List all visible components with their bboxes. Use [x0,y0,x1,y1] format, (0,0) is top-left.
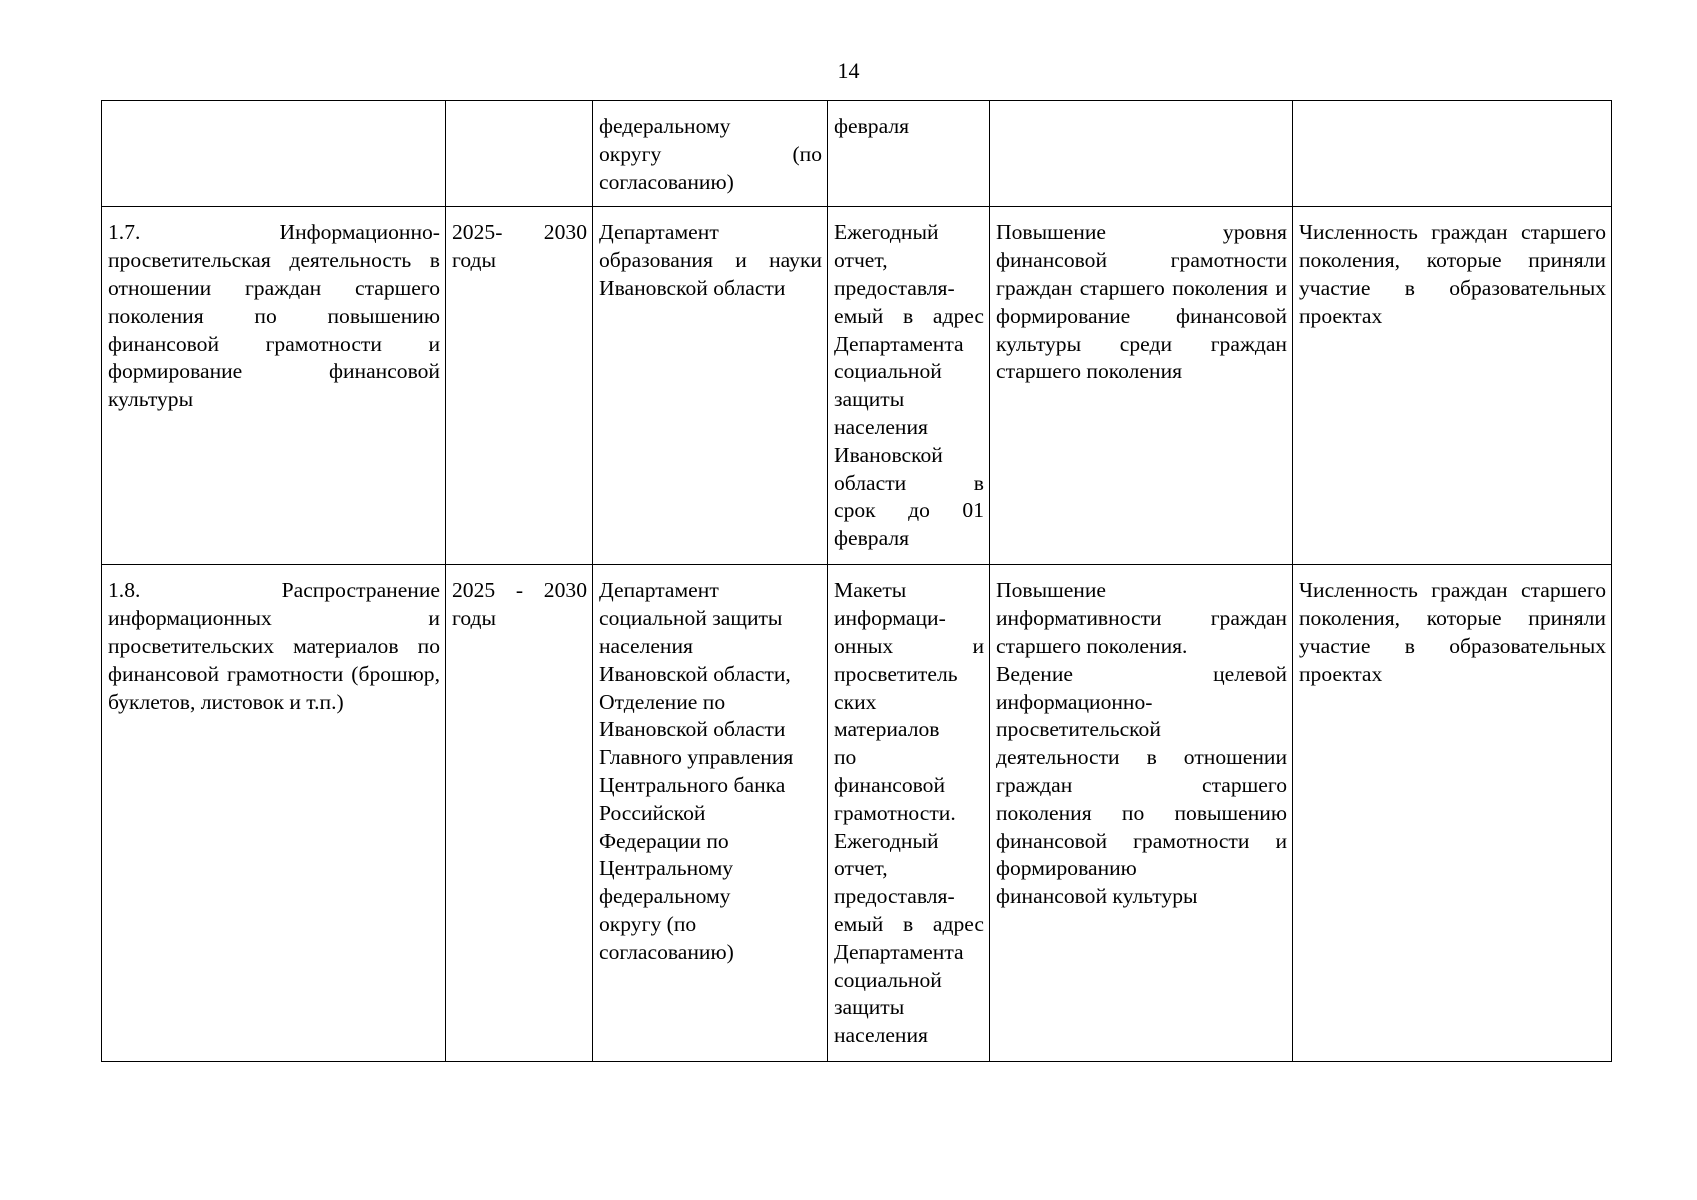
period-cell: 2025 - 2030 годы [446,565,593,1062]
executor-cell: Департамент социальной защиты населения Ивановской области, Отделение по Ивановской области Главного управления Центрального банка Российской Федерации по Центральному федеральному округу (по согласованию) [593,565,828,1062]
result-cell: февраля [828,101,990,207]
executor-cell: федеральному округу (по согласованию) [593,101,828,207]
table-row [102,207,1612,565]
period-cell: 2025- 2030 годы [446,207,593,565]
outcome-cell [990,101,1293,207]
period-cell [446,101,593,207]
measure-cell [102,101,446,207]
result-cell: Макеты информаци- онных и просветитель ских материалов по финансовой грамотности. Ежегодный отчет, предоставля- емый в адрес Департамента социальной защиты населения [828,565,990,1062]
outcome-cell: Повышение информативности граждан старшего поколения. Ведение целевой информационно- просветительской деятельности в отношении граждан старшего поколения по повышению финансовой грамотности и формированию финансовой культуры [990,565,1293,1062]
measure-cell [102,565,446,1062]
indicator-cell: Численность граждан старшего поколения, которые приняли участие в образовательных проектах [1293,207,1612,565]
result-cell: Ежегодный отчет, предоставля- емый в адрес Департамента социальной защиты населения Ивановской области в срок до 01 февраля [828,207,990,565]
measure-cell [102,207,446,565]
indicator-cell [1293,101,1612,207]
measure-text: Информационно-просветительская деятельность в отношении граждан старшего поколения по повышению финансовой грамотности и формирование финансовой культуры [108,220,440,412]
indicator-cell: Численность граждан старшего поколения, которые приняли участие в образовательных проектах [1293,565,1612,1062]
outcome-cell: Повышение уровня финансовой грамотности граждан старшего поколения и формирование финансовой культуры среди граждан старшего поколения [990,207,1293,565]
row-number: 1.7. [108,220,141,245]
page-number: 14 [837,58,860,83]
executor-cell: Департамент образования и науки Ивановской области [593,207,828,565]
table-row [102,101,1612,207]
table-row [102,565,1612,1062]
row-number: 1.8. [108,578,141,603]
measures-table [101,100,1612,1062]
measure-text: Распространение информационных и просветительских материалов по финансовой грамотности (брошюр, буклетов, листовок и т.п.) [108,578,440,714]
